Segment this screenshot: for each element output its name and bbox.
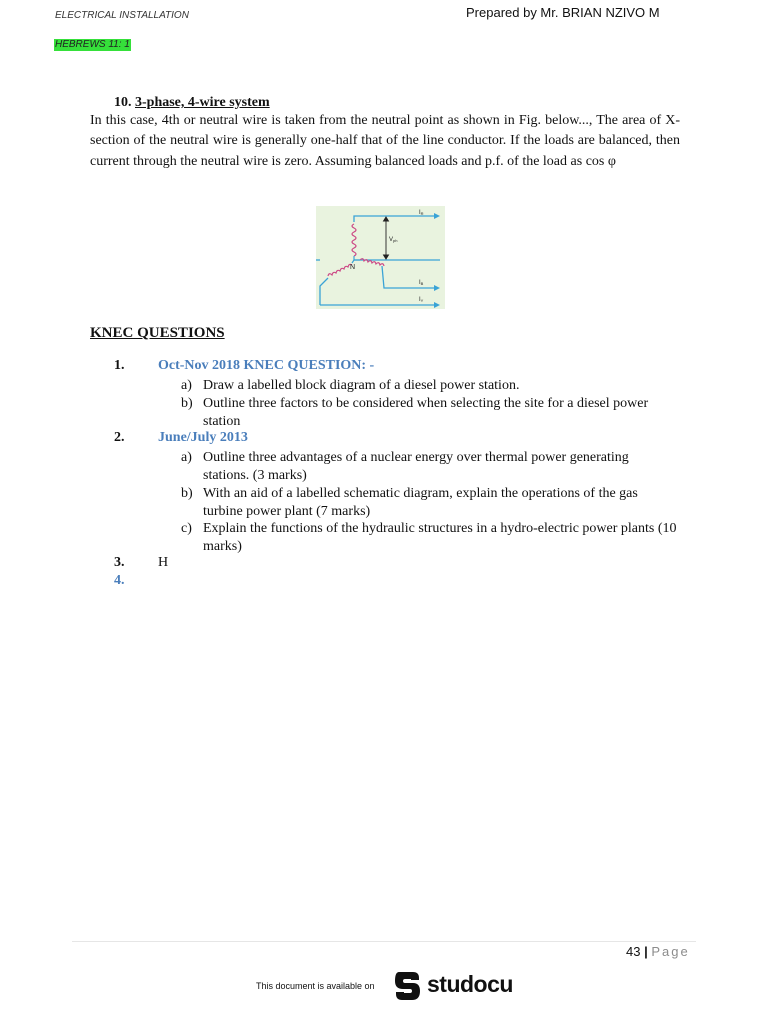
label-vph: Vph xyxy=(389,237,398,243)
section-title xyxy=(114,95,270,111)
question-item xyxy=(181,395,681,431)
item-text: Explain the functions of the hydraulic structures in a hydro-electric power plants (10 marks) xyxy=(203,521,677,554)
label-neutral: N xyxy=(350,264,356,271)
question-title: June/July 2013 xyxy=(158,430,248,445)
knec-heading: KNEC QUESTIONS xyxy=(90,325,225,341)
item-letter: c) xyxy=(181,521,192,536)
studocu-logo-icon[interactable] xyxy=(393,968,423,1004)
question-number: 3. xyxy=(114,555,125,570)
footer-divider xyxy=(72,941,696,942)
question-item xyxy=(181,520,681,556)
item-letter: a) xyxy=(181,450,192,465)
header-verse: HEBREWS 11: 1 xyxy=(55,39,130,50)
section-title-text: 3-phase, 4-wire system xyxy=(135,95,270,110)
three-phase-diagram xyxy=(316,206,445,309)
availability-text: This document is available on xyxy=(256,981,375,991)
question-number: 2. xyxy=(114,430,125,445)
question-number: 1. xyxy=(114,358,125,373)
label-ib: IB xyxy=(419,280,424,286)
question-item xyxy=(181,377,681,395)
page-word: Page xyxy=(651,944,690,959)
page-separator: | xyxy=(644,944,648,959)
section-number: 10. xyxy=(114,95,132,110)
figure-background xyxy=(316,206,445,309)
header-author: Prepared by Mr. BRIAN NZIVO M xyxy=(466,5,660,20)
item-text: Draw a labelled block diagram of a diesel power station. xyxy=(203,378,520,393)
page-number xyxy=(626,944,690,959)
item-text: Outline three factors to be considered when selecting the site for a diesel power station xyxy=(203,396,649,429)
item-letter: b) xyxy=(181,396,193,411)
item-text: Outline three advantages of a nuclear energy over thermal power generating stations. (3 marks) xyxy=(203,450,629,483)
section-paragraph: In this case, 4th or neutral wire is taken from the neutral point as shown in Fig. below..., The area of X-section of the neutral wire is generally one-half that of the line conductor. If the loads are balanced, then current through the neutral wire is zero. Assuming balanced loads and p.f. of the load as cos φ xyxy=(90,113,680,169)
item-text: With an aid of a labelled schematic diagram, explain the operations of the gas turbine power plant (7 marks) xyxy=(203,486,638,519)
question-title: Oct-Nov 2018 KNEC QUESTION: - xyxy=(158,358,375,373)
question-item xyxy=(181,449,681,485)
studocu-brand[interactable]: studocu xyxy=(427,971,513,997)
question-item xyxy=(181,485,681,521)
question-text: H xyxy=(158,555,169,570)
label-iy: IY xyxy=(419,297,424,303)
item-letter: a) xyxy=(181,378,192,393)
label-ir: IR xyxy=(419,210,424,216)
header-subject: ELECTRICAL INSTALLATION xyxy=(55,10,189,21)
page-number-value: 43 xyxy=(626,944,641,959)
item-letter: b) xyxy=(181,486,193,501)
question-number: 4. xyxy=(114,573,125,588)
